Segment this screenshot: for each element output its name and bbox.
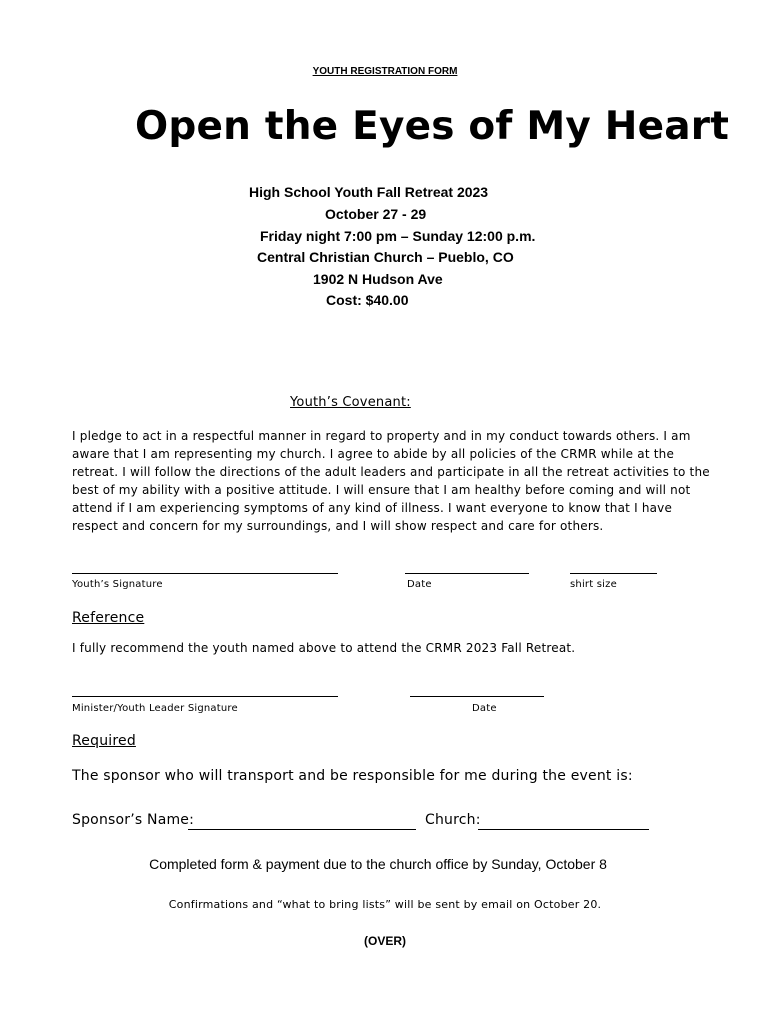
reference-heading: Reference <box>72 610 145 626</box>
minister-date-label: Date <box>472 703 497 714</box>
church-label: Church: <box>425 812 481 828</box>
church-line[interactable] <box>478 829 649 830</box>
youth-signature-label: Youth’s Signature <box>72 579 163 590</box>
event-cost: Cost: $40.00 <box>326 292 409 308</box>
due-note: Completed form & payment due to the church office by Sunday, October 8 <box>149 856 607 872</box>
form-label: YOUTH REGISTRATION FORM <box>312 66 458 77</box>
minister-signature-line[interactable] <box>72 696 338 697</box>
reference-text: I fully recommend the youth named above to attend the CRMR 2023 Fall Retreat. <box>72 641 576 655</box>
sponsor-name-line[interactable] <box>188 829 416 830</box>
event-dates: October 27 - 29 <box>325 206 427 222</box>
over-note: (OVER) <box>364 934 406 948</box>
confirmation-note: Confirmations and “what to bring lists” will be sent by email on October 20. <box>168 898 602 911</box>
covenant-text: I pledge to act in a respectful manner in regard to property and in my conduct towards others. I am aware that I am representing my church. I agree to abide by all policies of the CRMR while at the retreat. I will follow the directions of the adult leaders and participate in all the retreat activities to the best of my ability with a positive attitude. I will ensure that I am healthy before coming and will not attend if I am experiencing symptoms of any kind of illness. I want everyone to know that I have respect and concern for my surroundings, and I will show respect and care for others. <box>72 429 710 533</box>
covenant-heading: Youth’s Covenant: <box>290 395 411 410</box>
minister-date-line[interactable] <box>410 696 544 697</box>
youth-date-line[interactable] <box>405 573 529 574</box>
sponsor-name-label: Sponsor’s Name: <box>72 812 195 828</box>
shirt-size-label: shirt size <box>570 579 617 590</box>
youth-signature-line[interactable] <box>72 573 338 574</box>
shirt-size-line[interactable] <box>570 573 657 574</box>
event-location: Central Christian Church – Pueblo, CO <box>257 249 514 265</box>
minister-signature-label: Minister/Youth Leader Signature <box>72 703 238 714</box>
sponsor-instruction: The sponsor who will transport and be responsible for me during the event is: <box>72 768 633 784</box>
youth-date-label: Date <box>407 579 432 590</box>
event-address: 1902 N Hudson Ave <box>313 271 443 287</box>
page-title: Open the Eyes of My Heart <box>135 104 730 149</box>
event-name: High School Youth Fall Retreat 2023 <box>249 184 489 200</box>
event-times: Friday night 7:00 pm – Sunday 12:00 p.m. <box>260 228 536 244</box>
required-heading: Required <box>72 733 136 749</box>
